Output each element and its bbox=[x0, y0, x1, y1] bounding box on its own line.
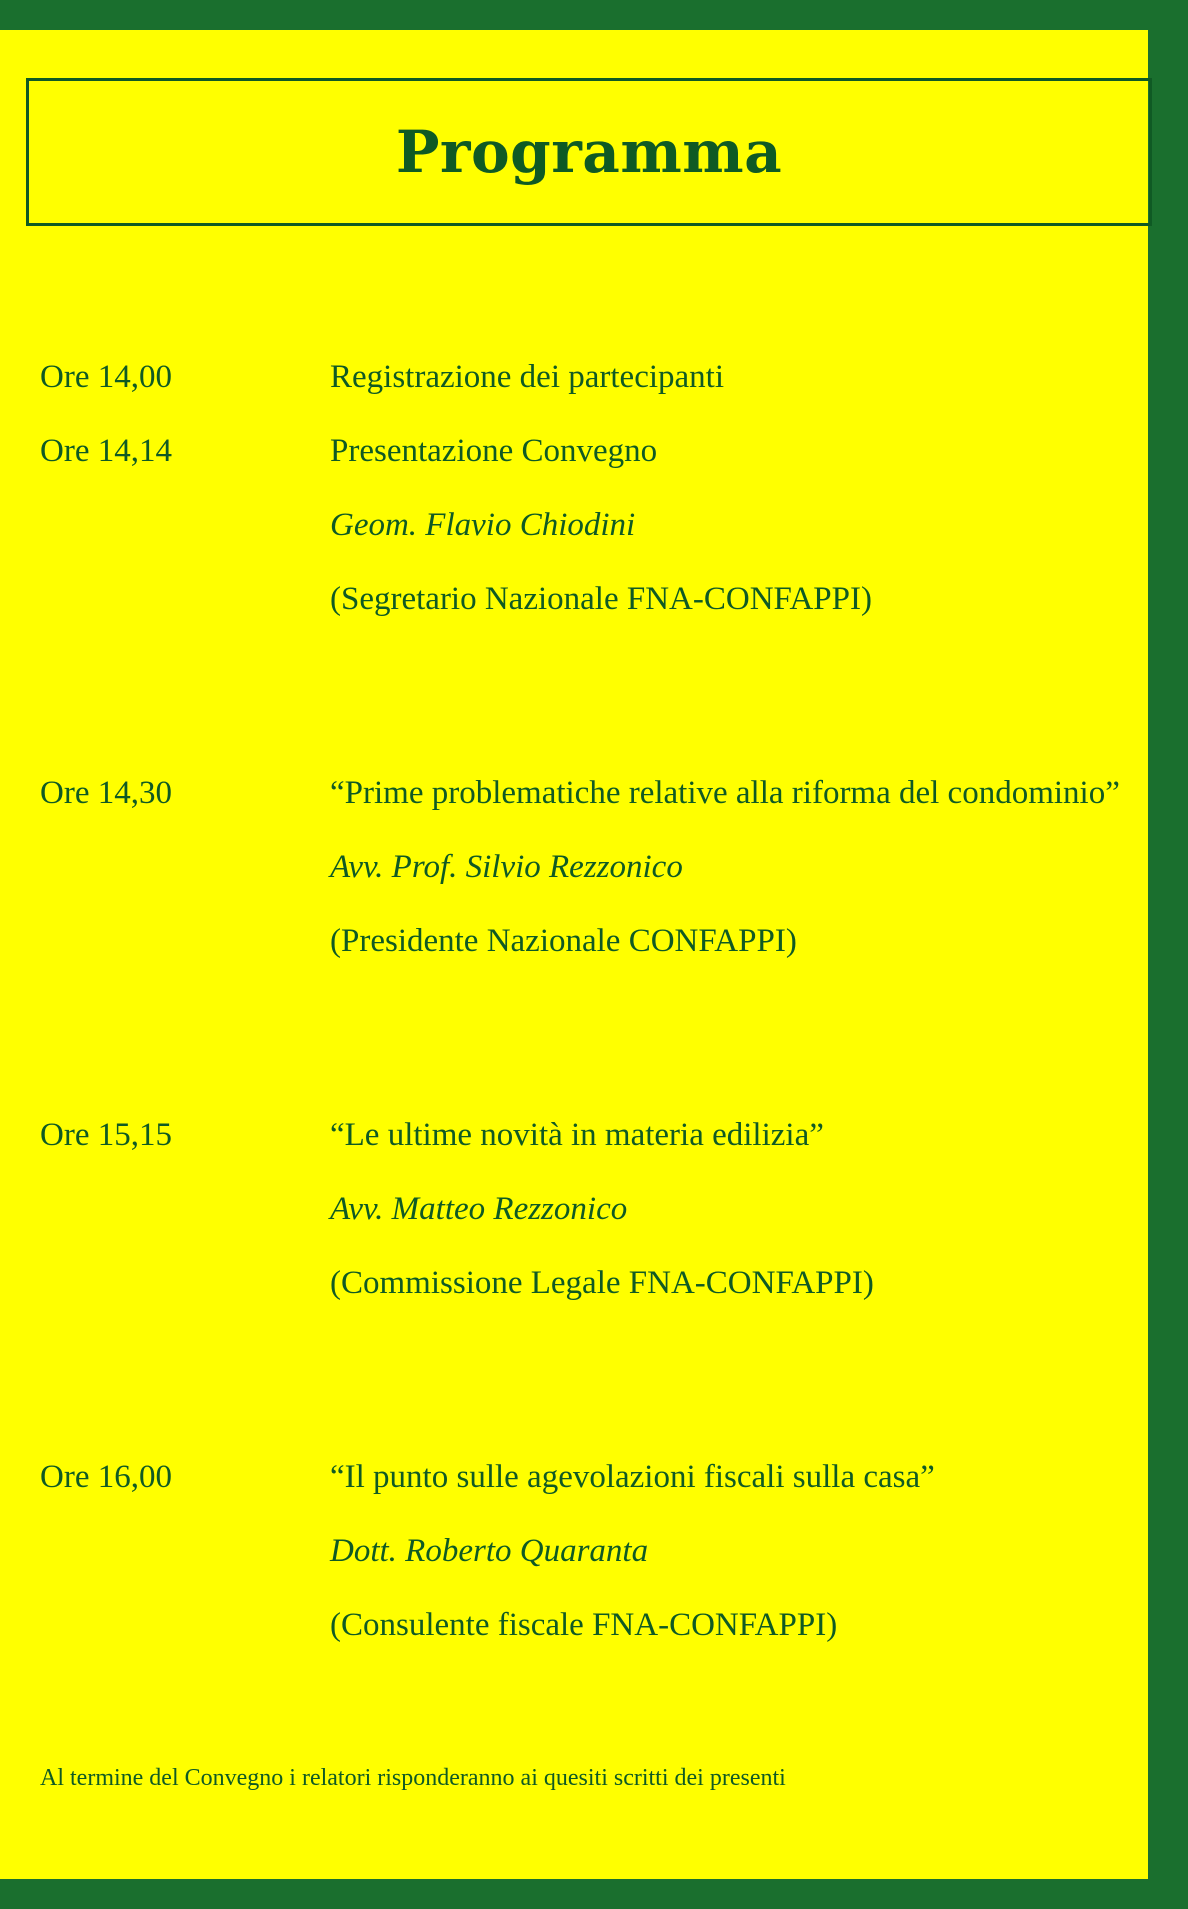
entry-title: Presentazione Convegno bbox=[330, 433, 658, 469]
page-title: Programma bbox=[395, 118, 783, 186]
schedule-entry bbox=[40, 756, 1150, 978]
entry-role: (Segretario Nazionale FNA-CONFAPPI) bbox=[330, 581, 872, 617]
entry-role: (Presidente Nazionale CONFAPPI) bbox=[330, 923, 797, 959]
entry-time: Ore 14,30 bbox=[40, 775, 172, 811]
entry-talk: “Il punto sulle agevolazioni fiscali sulla casa” bbox=[330, 1459, 935, 1495]
schedule bbox=[40, 340, 1150, 1662]
entry-lines bbox=[330, 1440, 1150, 1662]
spacer bbox=[40, 636, 1150, 756]
schedule-entry bbox=[40, 1440, 1150, 1662]
entry-role: (Consulente fiscale FNA-CONFAPPI) bbox=[330, 1607, 838, 1643]
entry-speaker: Avv. Prof. Silvio Rezzonico bbox=[330, 849, 683, 885]
spacer bbox=[40, 1320, 1150, 1440]
entry-speaker: Dott. Roberto Quaranta bbox=[330, 1533, 649, 1569]
entry-lines bbox=[330, 756, 1150, 978]
entry-talk: “Le ultime novità in materia edilizia” bbox=[330, 1117, 824, 1153]
entry-talk: “Prime problematiche relative alla riforma del condominio” bbox=[330, 775, 1120, 811]
title-box bbox=[26, 78, 1152, 226]
entry-time: Ore 14,00 bbox=[40, 359, 172, 395]
entry-lines bbox=[330, 414, 1150, 636]
spacer bbox=[40, 978, 1150, 1098]
entry-role: (Commissione Legale FNA-CONFAPPI) bbox=[330, 1265, 874, 1301]
entry-speaker: Geom. Flavio Chiodini bbox=[330, 507, 636, 543]
entry-time: Ore 15,15 bbox=[40, 1117, 172, 1153]
schedule-entry bbox=[40, 340, 1150, 414]
entry-lines bbox=[330, 1098, 1150, 1320]
entry-time: Ore 16,00 bbox=[40, 1459, 172, 1495]
entry-title: Registrazione dei partecipanti bbox=[330, 359, 725, 395]
schedule-entry bbox=[40, 414, 1150, 636]
entry-lines bbox=[330, 340, 1150, 414]
footer-note: Al termine del Convegno i relatori risponderanno ai quesiti scritti dei presenti bbox=[40, 1765, 786, 1791]
entry-time: Ore 14,14 bbox=[40, 433, 172, 469]
schedule-entry bbox=[40, 1098, 1150, 1320]
entry-speaker: Avv. Matteo Rezzonico bbox=[330, 1191, 628, 1227]
